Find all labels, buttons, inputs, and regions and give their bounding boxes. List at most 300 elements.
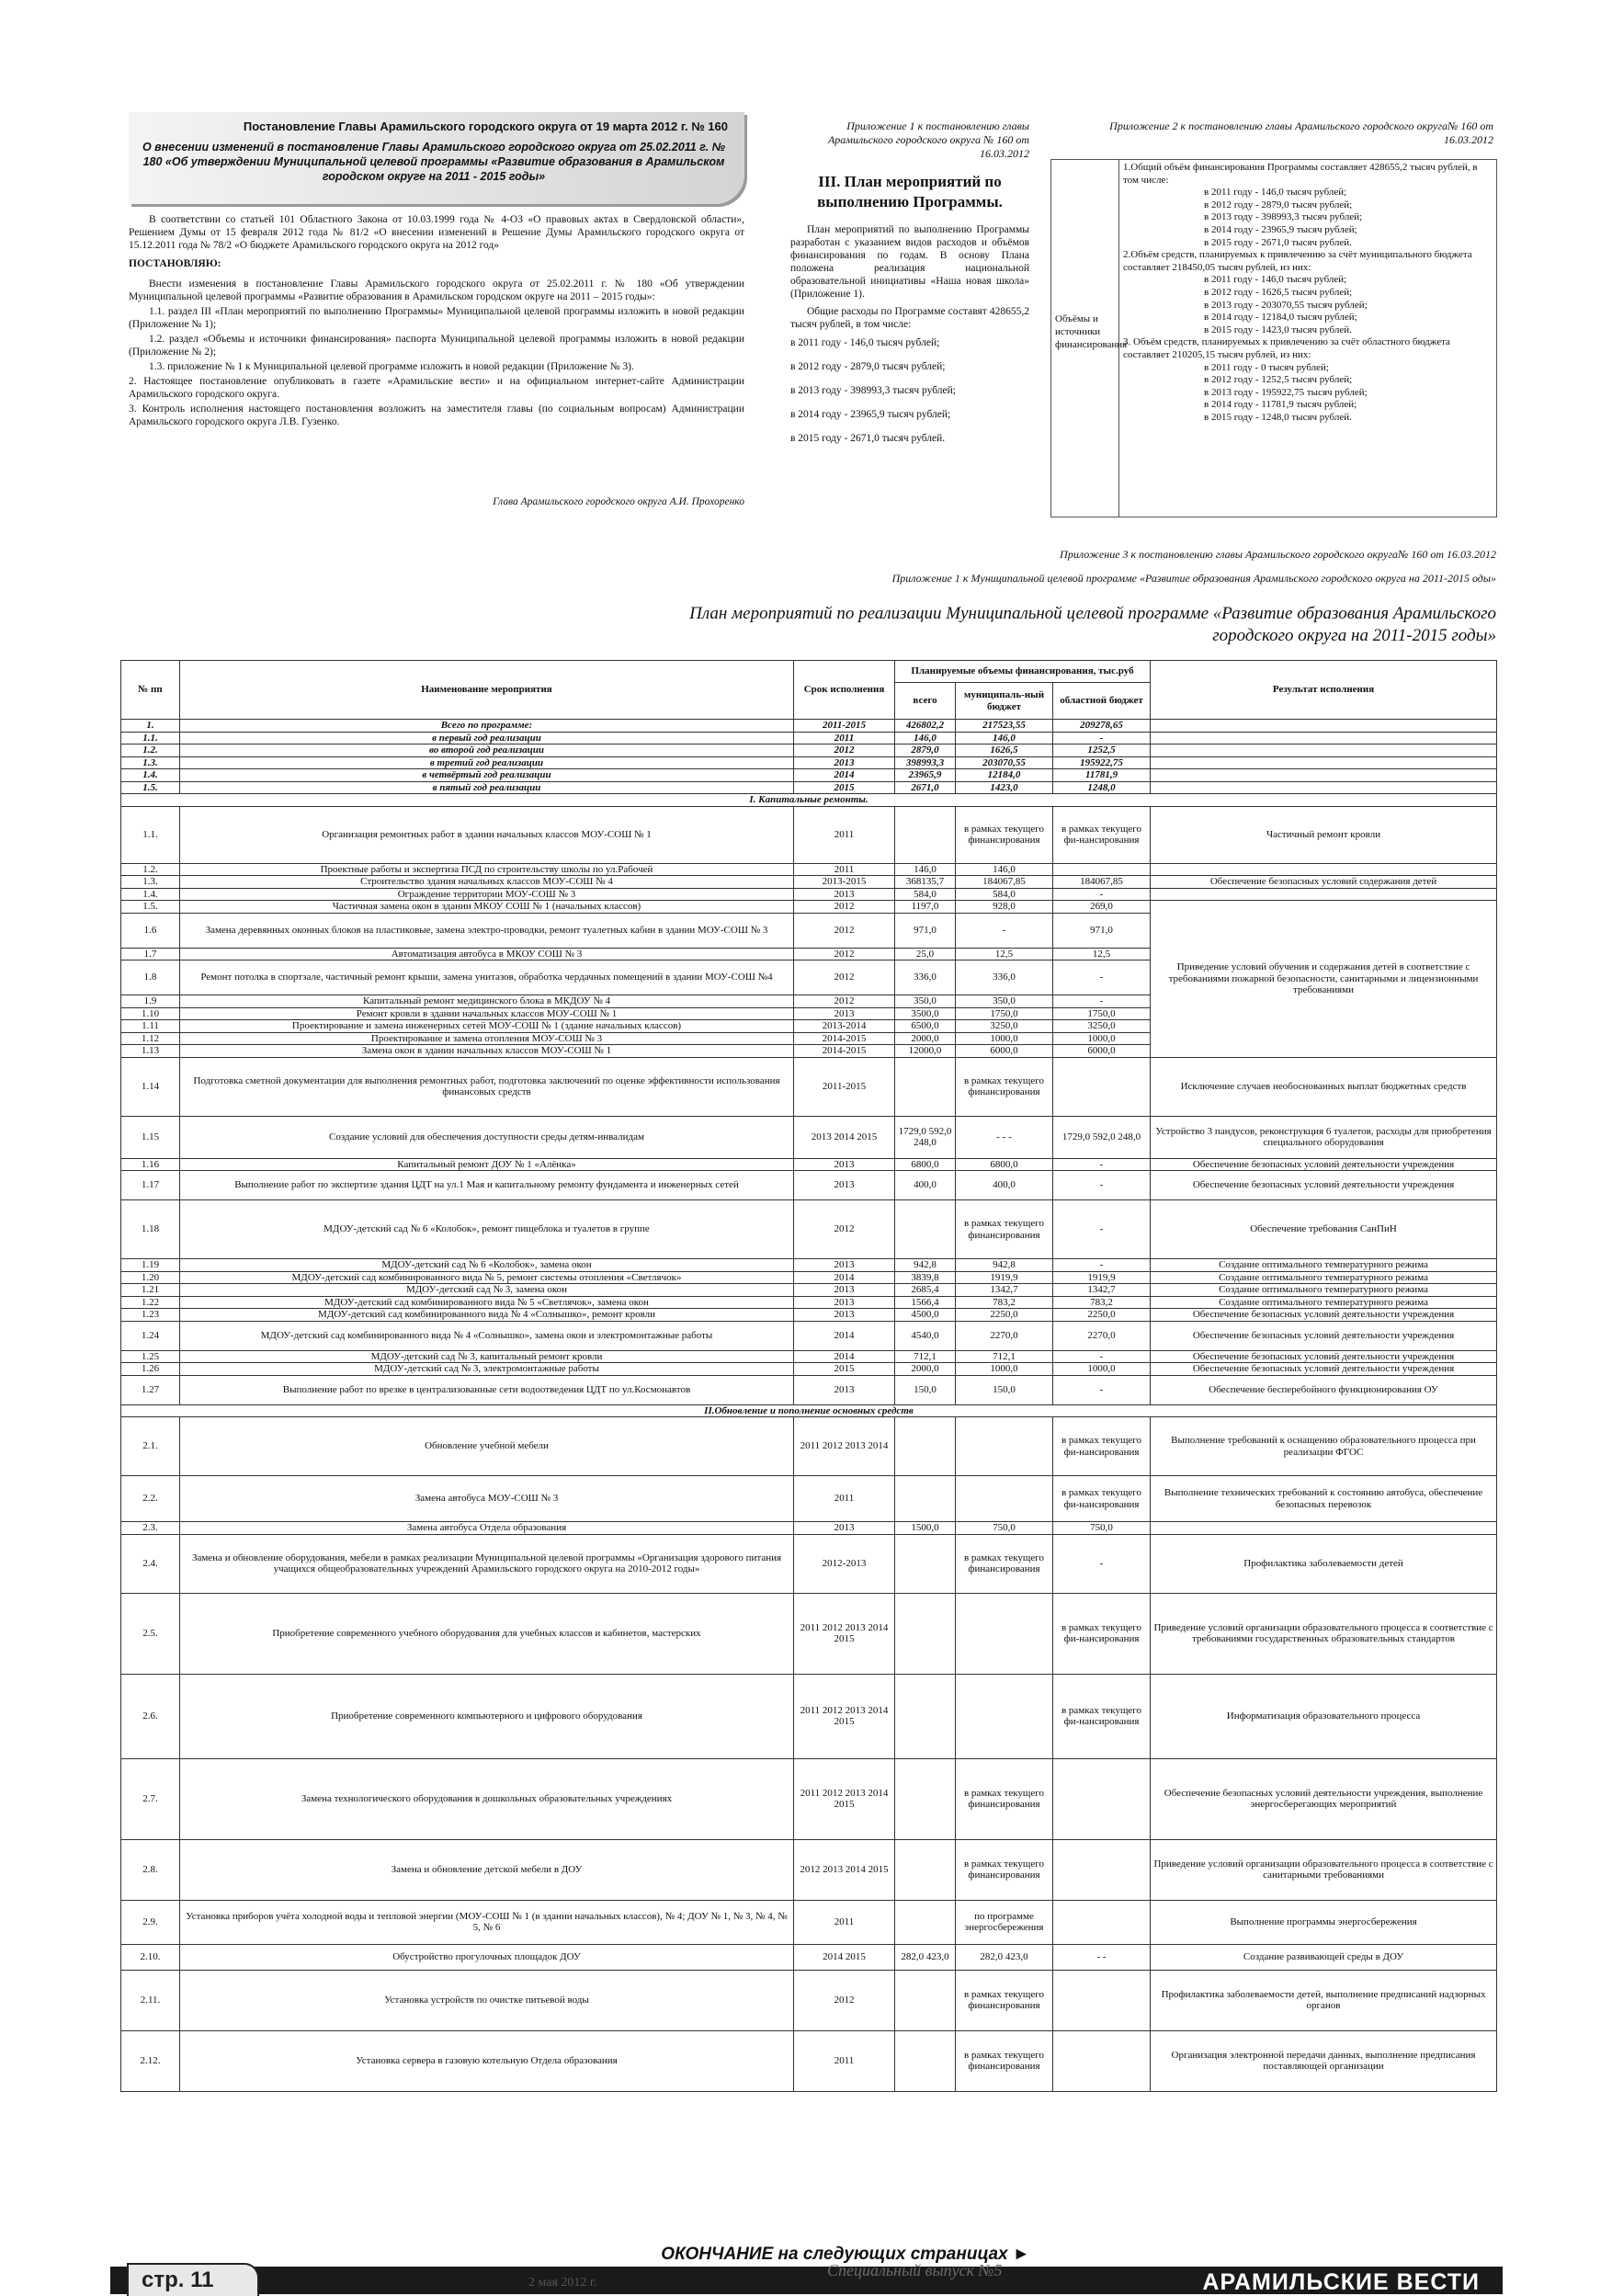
cell-name: Замена окон в здании начальных классов МОУ-СОШ № 1 [180,1045,794,1058]
cell-reg: - [1053,1350,1151,1363]
cell-name: Капитальный ремонт ДОУ № 1 «Алёнка» [180,1158,794,1171]
cell-term: 2013 [794,1522,895,1535]
cell-result: Обеспечение бесперебойного функционирования ОУ [1151,1375,1497,1404]
decree-title: Постановление Главы Арамильского городского округа от 19 марта 2012 г. № 160 [243,119,728,133]
plan-title: План мероприятий по реализации Муниципальной целевой программе «Развитие образования Арамильского городского округа на 2011-2015 годы» [689,604,1496,645]
cell-name: в первый год реализации [180,732,794,744]
cell-name: Замена деревянных оконных блоков на пластиковые, замена электро-проводки, ремонт туалетных кабин в здании МОУ-СОШ № 3 [180,913,794,948]
appendix-2-line: в 2015 году - 2671,0 тысяч рублей. [1204,236,1352,248]
cell-result: Частичный ремонт кровли [1151,806,1497,863]
cell-total [895,806,956,863]
cell-reg: 783,2 [1053,1296,1151,1309]
cell-mun [956,1674,1053,1758]
cell-term: 2011 [794,806,895,863]
cell-reg: 195922,75 [1053,756,1151,769]
cell-mun: - [956,913,1053,948]
cell-term: 2012 2013 2014 2015 [794,1839,895,1900]
cell-mun [956,1476,1053,1522]
cell-total: 146,0 [895,732,956,744]
year-line: в 2014 году - 23965,9 тысяч рублей; [790,409,951,420]
cell-total [895,1534,956,1593]
cell-result: Создание развивающей среды в ДОУ [1151,1944,1497,1970]
cell-result: Обеспечение безопасных условий деятельности учреждения, выполнение энергосберегающих мероприятий [1151,1758,1497,1839]
issue-date: 2 мая 2012 г. [528,2276,597,2290]
cell-no: 1.4. [121,769,180,782]
cell-name: Выполнение работ по экспертизе здания ЦДТ на ул.1 Мая и капитальному ремонту фундамента и инженерных сетей [180,1171,794,1200]
cell-name: Проектные работы и экспертиза ПСД по строительству школы по ул.Рабочей [180,863,794,876]
cell-mun: 184067,85 [956,876,1053,889]
cell-no: 1.19 [121,1259,180,1272]
header-total: всего [895,683,956,720]
table-row [121,1363,1497,1376]
cell-reg [1053,2030,1151,2091]
cell-name: Всего по программе: [180,720,794,733]
cell-mun: 203070,55 [956,756,1053,769]
cell-no: 1.17 [121,1171,180,1200]
table-row [121,1839,1497,1900]
cell-name: Подготовка сметной документации для выполнения ремонтных работ, подготовка заключений по оценке эффективности использования финансовых средств [180,1057,794,1116]
cell-no: 2.10. [121,1944,180,1970]
cell-total: 2671,0 [895,781,956,794]
cell-total: 368135,7 [895,876,956,889]
year-line: в 2012 году - 2879,0 тысяч рублей; [790,361,946,372]
cell-term: 2014 [794,1271,895,1284]
appendix-1-para: План мероприятий по выполнению Программы разработан с указанием видов расходов и объёмов финансирования по годам. В основу Плана положена реализация национальной образовательной инициативы «Наша новая школа» (Приложение 1). [790,224,1029,300]
appendix-3-caption-2: Приложение 1 к Муниципальной целевой программе «Развитие образования Арамильского городского округа на 2011-2015 оды» [891,572,1496,585]
cell-reg [1053,1057,1151,1116]
table-row [121,1674,1497,1758]
cell-mun: 400,0 [956,1171,1053,1200]
cell-term: 2012 [794,1200,895,1259]
cell-term: 2011 2012 2013 2014 2015 [794,1758,895,1839]
section-title: II.Обновление и пополнение основных средств [121,1404,1497,1417]
cell-mun: в рамках текущего финансирования [956,1057,1053,1116]
cell-result: Выполнение требований к оснащению образовательного процесса при реализации ФГОС [1151,1417,1497,1476]
cell-result: Обеспечение безопасных условий деятельности учреждения [1151,1350,1497,1363]
cell-mun: 150,0 [956,1375,1053,1404]
cell-total: 1500,0 [895,1522,956,1535]
cell-no: 1.1. [121,732,180,744]
cell-total: 712,1 [895,1350,956,1363]
cell-mun [956,1593,1053,1674]
cell-no: 2.7. [121,1758,180,1839]
cell-reg: 1919,9 [1053,1271,1151,1284]
cell-name: в третий год реализации [180,756,794,769]
appendix-2-line: в 2012 году - 2879,0 тысяч рублей; [1204,199,1353,210]
cell-reg: 1750,0 [1053,1007,1151,1020]
appendix-2-box [1050,159,1497,517]
appendix-1-title: III. План мероприятий по выполнению Программы. [817,173,1003,210]
cell-result: Исключение случаев необоснованных выплат бюджетных средств [1151,1057,1497,1116]
header-term: Срок исполнения [794,661,895,720]
cell-reg: - [1053,995,1151,1008]
cell-name: Создание условий для обеспечения доступности среды детям-инвалидам [180,1116,794,1158]
cell-mun: 282,0 423,0 [956,1944,1053,1970]
cell-total: 12000,0 [895,1045,956,1058]
cell-mun: по программе энергосбережения [956,1900,1053,1944]
year-line: в 2013 году - 398993,3 тысяч рублей; [790,385,956,396]
cell-no: 1.6 [121,913,180,948]
table-row [121,863,1497,876]
appendix-2-label: Объёмы и источники финансирования [1055,313,1128,350]
cell-term: 2013 [794,1158,895,1171]
cell-term: 2013 [794,1007,895,1020]
decree-body [129,213,744,430]
cell-result: Создание оптимального температурного режима [1151,1259,1497,1272]
cell-mun: 6000,0 [956,1045,1053,1058]
cell-reg [1053,1970,1151,2030]
cell-term: 2013-2015 [794,876,895,889]
cell-reg [1053,1839,1151,1900]
cell-term: 2013 [794,1284,895,1297]
cell-term: 2014 2015 [794,1944,895,1970]
cell-total: 426802,2 [895,720,956,733]
cell-total: 971,0 [895,913,956,948]
appendix-2-line: в 2011 году - 0 тысяч рублей; [1204,361,1329,373]
table-row [121,1593,1497,1674]
cell-reg: в рамках текущего фи-нансирования [1053,1674,1151,1758]
table-row [121,1116,1497,1158]
cell-no: 1.13 [121,1045,180,1058]
cell-result: Обеспечение безопасных условий деятельности учреждения [1151,1158,1497,1171]
cell-name: Замена автобуса Отдела образования [180,1522,794,1535]
cell-name: Организация ремонтных работ в здании начальных классов МОУ-СОШ № 1 [180,806,794,863]
cell-total: 584,0 [895,888,956,901]
cell-term: 2013 [794,1296,895,1309]
cell-total: 25,0 [895,948,956,960]
table-row [121,756,1497,769]
cell-reg: 269,0 [1053,901,1151,914]
table-row [121,732,1497,744]
cell-term: 2014-2015 [794,1045,895,1058]
cell-reg: 184067,85 [1053,876,1151,889]
cell-reg: 750,0 [1053,1522,1151,1535]
cell-name: Выполнение работ по врезке в централизованные сети водоотведения ЦДТ по ул.Космонавтов [180,1375,794,1404]
appendix-2-line: в 2013 году - 398993,3 тысяч рублей; [1204,211,1363,223]
cell-name: МДОУ-детский сад № 3, капитальный ремонт кровли [180,1350,794,1363]
table-row [121,720,1497,733]
cell-no: 1.25 [121,1350,180,1363]
cell-no: 1.18 [121,1200,180,1259]
cell-result: Обеспечение безопасных условий деятельности учреждения [1151,1171,1497,1200]
cell-name: Проектирование и замена отопления МОУ-СОШ № 3 [180,1032,794,1045]
cell-no: 1.23 [121,1309,180,1322]
cell-total: 1197,0 [895,901,956,914]
cell-term: 2013-2014 [794,1020,895,1033]
cell-mun: 12,5 [956,948,1053,960]
cell-name: Проектирование и замена инженерных сетей МОУ-СОШ № 1 (здание начальных классов) [180,1020,794,1033]
cell-mun: 1750,0 [956,1007,1053,1020]
cell-reg: - [1053,960,1151,995]
table-row [121,1057,1497,1116]
cell-name: Ограждение территории МОУ-СОШ № 3 [180,888,794,901]
cell-term: 2012 [794,948,895,960]
cell-total: 1566,4 [895,1296,956,1309]
cell-term: 2012 [794,744,895,757]
cell-term: 2013 2014 2015 [794,1116,895,1158]
cell-total [895,1057,956,1116]
cell-result: Создание оптимального температурного режима [1151,1296,1497,1309]
cell-no: 2.6. [121,1674,180,1758]
table-row [121,744,1497,757]
cell-name: МДОУ-детский сад № 3, замена окон [180,1284,794,1297]
cell-reg: 1342,7 [1053,1284,1151,1297]
decree-item: Внести изменения в постановление Главы Арамильского городского округа от 25.02.2011 г. № 180 «Об утверждении Муниципальной целевой программы «Развитие образования в Арамильском городском округе на 2011 – 2015 годы»: [129,278,744,302]
cell-reg: в рамках текущего фи-нансирования [1053,806,1151,863]
cell-total: 398993,3 [895,756,956,769]
cell-no: 1.4. [121,888,180,901]
section-title: I. Капитальные ремонты. [121,794,1497,807]
cell-total: 3839,8 [895,1271,956,1284]
appendix-1-para: Общие расходы по Программе составят 428655,2 тысяч рублей, в том числе: [790,306,1029,330]
cell-result [1151,781,1497,794]
cell-term: 2011 [794,732,895,744]
cell-mun: 12184,0 [956,769,1053,782]
cell-name: Автоматизация автобуса в МКОУ СОШ № 3 [180,948,794,960]
continued-note: ОКОНЧАНИЕ на следующих страницах ► [661,2245,1030,2264]
cell-name: Обновление учебной мебели [180,1417,794,1476]
cell-term: 2011 [794,863,895,876]
appendix-2-line: в 2014 году - 23965,9 тысяч рублей; [1204,223,1357,235]
cell-reg: 971,0 [1053,913,1151,948]
table-row [121,1171,1497,1200]
cell-total [895,1417,956,1476]
cell-mun: в рамках текущего финансирования [956,1758,1053,1839]
cell-total: 350,0 [895,995,956,1008]
cell-reg: в рамках текущего фи-нансирования [1053,1476,1151,1522]
header-name: Наименование мероприятия [180,661,794,720]
header-no: № пп [121,661,180,720]
appendix-1-caption: Приложение 1 к постановлению главы Арамильского городского округа № 160 от 16.03.2012 [827,119,1029,160]
appendix-2-caption: Приложение 2 к постановлению главы Арамильского городского округа№ 160 от 16.03.2012 [1109,119,1493,146]
cell-term: 2015 [794,1363,895,1376]
cell-total: 150,0 [895,1375,956,1404]
cell-mun: 750,0 [956,1522,1053,1535]
cell-reg: 2250,0 [1053,1309,1151,1322]
appendix-2-line: в 2014 году - 12184,0 тысяч рублей; [1204,312,1357,324]
cell-reg [1053,863,1151,876]
appendix-2-line: в 2013 году - 203070,55 тысяч рублей; [1204,299,1368,311]
cell-total: 23965,9 [895,769,956,782]
cell-term: 2011 [794,2030,895,2091]
cell-reg: - [1053,1200,1151,1259]
table-row [121,1284,1497,1297]
cell-no: 1.3. [121,756,180,769]
cell-term: 2014-2015 [794,1032,895,1045]
cell-total: 4540,0 [895,1321,956,1350]
cell-total: 2000,0 [895,1032,956,1045]
cell-total [895,1839,956,1900]
cell-result: Обеспечение безопасных условий содержания детей [1151,876,1497,889]
cell-result: Приведение условий организации образовательного процесса в соответствие с требованиями государственных образовательных стандартов [1151,1593,1497,1674]
cell-total: 2000,0 [895,1363,956,1376]
cell-term: 2012 [794,901,895,914]
cell-term: 2013 [794,888,895,901]
cell-result [1151,888,1497,901]
plan-table [120,660,1497,2092]
cell-result [1151,769,1497,782]
cell-term: 2013 [794,1309,895,1322]
cell-name: МДОУ-детский сад № 3, электромонтажные работы [180,1363,794,1376]
cell-no: 2.3. [121,1522,180,1535]
cell-mun: 1342,7 [956,1284,1053,1297]
cell-result: Выполнение программы энергосбережения [1151,1900,1497,1944]
cell-term: 2011-2015 [794,1057,895,1116]
cell-result [1151,732,1497,744]
cell-no: 2.12. [121,2030,180,2091]
cell-term: 2011 2012 2013 2014 2015 [794,1674,895,1758]
cell-result: Обеспечение требования СанПиН [1151,1200,1497,1259]
cell-name: в пятый год реализации [180,781,794,794]
table-row [121,1758,1497,1839]
cell-reg: - [1053,1171,1151,1200]
page-number-box [127,2263,259,2296]
cell-total [895,2030,956,2091]
cell-result: Создание оптимального температурного режима [1151,1271,1497,1284]
cell-result [1151,720,1497,733]
cell-reg: - - [1053,1944,1151,1970]
cell-name: МДОУ-детский сад комбинированного вида № 4 «Солнышко», ремонт кровли [180,1309,794,1322]
cell-name: Ремонт потолка в спортзале, частичный ремонт крыши, замена унитазов, обработка чердачных помещений в здании МОУ-СОШ №4 [180,960,794,995]
cell-mun: 350,0 [956,995,1053,1008]
table-row [121,1296,1497,1309]
cell-total [895,1593,956,1674]
cell-total: 2685,4 [895,1284,956,1297]
table-row [121,1476,1497,1522]
cell-term: 2015 [794,781,895,794]
cell-name: Замена технологического оборудования в дошкольных образовательных учреждениях [180,1758,794,1839]
cell-name: Замена и обновление оборудования, мебели в рамках реализации Муниципальной целевой программы «Организация здорового питания учащихся общеобразовательных учреждений Арамильского городского округа на 2010-2012 годы» [180,1534,794,1593]
header-reg: областной бюджет [1053,683,1151,720]
cell-name: МДОУ-детский сад № 6 «Колобок», замена окон [180,1259,794,1272]
table-row [121,1522,1497,1535]
special-issue: Специальный выпуск №5 [827,2261,1003,2279]
cell-name: Частичная замена окон в здании МКОУ СОШ № 1 (начальных классов) [180,901,794,914]
cell-term: 2013 [794,1171,895,1200]
cell-mun: 2250,0 [956,1309,1053,1322]
cell-term: 2013 [794,1259,895,1272]
cell-result: Устройство 3 пандусов, реконструкция 6 туалетов, расходы для приобретения специального оборудования [1151,1116,1497,1158]
cell-no: 2.9. [121,1900,180,1944]
cell-reg: 1000,0 [1053,1032,1151,1045]
cell-term: 2012 [794,1970,895,2030]
cell-mun: 6800,0 [956,1158,1053,1171]
cell-name: Замена автобуса МОУ-СОШ № 3 [180,1476,794,1522]
table-row [121,1900,1497,1944]
table-row [121,1534,1497,1593]
cell-reg: - [1053,1375,1151,1404]
decree-subtitle: О внесении изменений в постановление Главы Арамильского городского округа от 25.02.2011 г. № 180 «Об утверждении Муниципальной целевой программы «Развитие образования в Арамильском городском округе на 2011 - 2015 годы» [142,141,726,183]
cell-result: Информатизация образовательного процесса [1151,1674,1497,1758]
decree-item: 2. Настоящее постановление опубликовать в газете «Арамильские вести» и на официальном интернет-сайте Администрации Арамильского городского округа. [129,376,744,400]
cell-mun: 1423,0 [956,781,1053,794]
cell-mun: 584,0 [956,888,1053,901]
appendix-2-line: 2.Объём средств, планируемых к привлечению за счёт муниципального бюджета составляет 218450,05 тысяч рублей, из них: [1123,249,1472,273]
cell-name: МДОУ-детский сад № 6 «Колобок», ремонт пищеблока и туалетов в группе [180,1200,794,1259]
cell-no: 1. [121,720,180,733]
appendix-2-line: 3. Объём средств, планируемых к привлечению за счёт областного бюджета составляет 210205,15 тысяч рублей, из них: [1123,336,1450,360]
cell-mun: 1919,9 [956,1271,1053,1284]
cell-mun: 1000,0 [956,1363,1053,1376]
cell-name: Приобретение современного учебного оборудования для учебных классов и кабинетов, мастерских [180,1593,794,1674]
table-row [121,1309,1497,1322]
cell-name: Установка приборов учёта холодной воды и тепловой энергии (МОУ-СОШ № 1 (в здании начальных классов), № 4; ДОУ № 1, № 3, № 4, № 5, № 6 [180,1900,794,1944]
cell-term: 2013 [794,756,895,769]
decree-item: 1.1. раздел III «План мероприятий по выполнению Программы» Муниципальной целевой программы изложить в новой редакции (Приложение № 1); [129,306,744,330]
cell-mun: 217523,55 [956,720,1053,733]
cell-total [895,1970,956,2030]
cell-no: 1.14 [121,1057,180,1116]
table-row [121,1417,1497,1476]
cell-mun: 146,0 [956,732,1053,744]
cell-reg: 1729,0 592,0 248,0 [1053,1116,1151,1158]
decree-resolve: ПОСТАНОВЛЯЮ: [129,258,221,269]
cell-name: МДОУ-детский сад комбинированного вида № 5 «Светлячок», замена окон [180,1296,794,1309]
cell-no: 2.4. [121,1534,180,1593]
cell-total: 942,8 [895,1259,956,1272]
cell-reg: 209278,65 [1053,720,1151,733]
cell-reg [1053,1758,1151,1839]
cell-mun: 1626,5 [956,744,1053,757]
appendix-1 [790,119,1029,456]
appendix-2-line: в 2015 году - 1423,0 тысяч рублей. [1204,324,1352,335]
cell-result: Обеспечение безопасных условий деятельности учреждения [1151,1321,1497,1350]
cell-mun: 928,0 [956,901,1053,914]
table-row [121,769,1497,782]
cell-term: 2012 [794,995,895,1008]
cell-mun: в рамках текущего финансирования [956,1970,1053,2030]
cell-name: Обустройство прогулочных площадок ДОУ [180,1944,794,1970]
cell-name: в четвёртый год реализации [180,769,794,782]
cell-total [895,1758,956,1839]
appendix-2-line: в 2015 году - 1248,0 тысяч рублей. [1204,411,1352,423]
cell-mun: 336,0 [956,960,1053,995]
cell-term: 2012 [794,913,895,948]
cell-name: Замена и обновление детской мебели в ДОУ [180,1839,794,1900]
cell-result: Выполнение технических требований к состоянию автобуса, обеспечение безопасных перевозок [1151,1476,1497,1522]
cell-no: 1.10 [121,1007,180,1020]
header-plan: Планируемые объемы финансирования, тыс.руб [895,661,1151,683]
cell-reg: 3250,0 [1053,1020,1151,1033]
cell-term: 2011 [794,1900,895,1944]
cell-no: 2.5. [121,1593,180,1674]
appendix-2-line: в 2011 году - 146,0 тысяч рублей; [1204,274,1347,286]
cell-mun: 942,8 [956,1259,1053,1272]
table-row [121,1375,1497,1404]
cell-reg: - [1053,888,1151,901]
cell-result [1151,1522,1497,1535]
table-row [121,1944,1497,1970]
header-result: Результат исполнения [1151,661,1497,720]
cell-total: 400,0 [895,1171,956,1200]
cell-no: 1.16 [121,1158,180,1171]
cell-no: 1.5. [121,901,180,914]
cell-result [1151,863,1497,876]
cell-reg: 12,5 [1053,948,1151,960]
cell-reg: 1248,0 [1053,781,1151,794]
cell-name: Капитальный ремонт медицинского блока в МКДОУ № 4 [180,995,794,1008]
cell-name: Установка устройств по очистке питьевой воды [180,1970,794,2030]
cell-no: 2.8. [121,1839,180,1900]
cell-mun: 2270,0 [956,1321,1053,1350]
table-row [121,1970,1497,2030]
cell-mun: в рамках текущего финансирования [956,2030,1053,2091]
cell-mun: в рамках текущего финансирования [956,1839,1053,1900]
cell-no: 1.2. [121,744,180,757]
cell-no: 1.24 [121,1321,180,1350]
cell-name: Ремонт кровли в здании начальных классов МОУ-СОШ № 1 [180,1007,794,1020]
cell-mun: 1000,0 [956,1032,1053,1045]
